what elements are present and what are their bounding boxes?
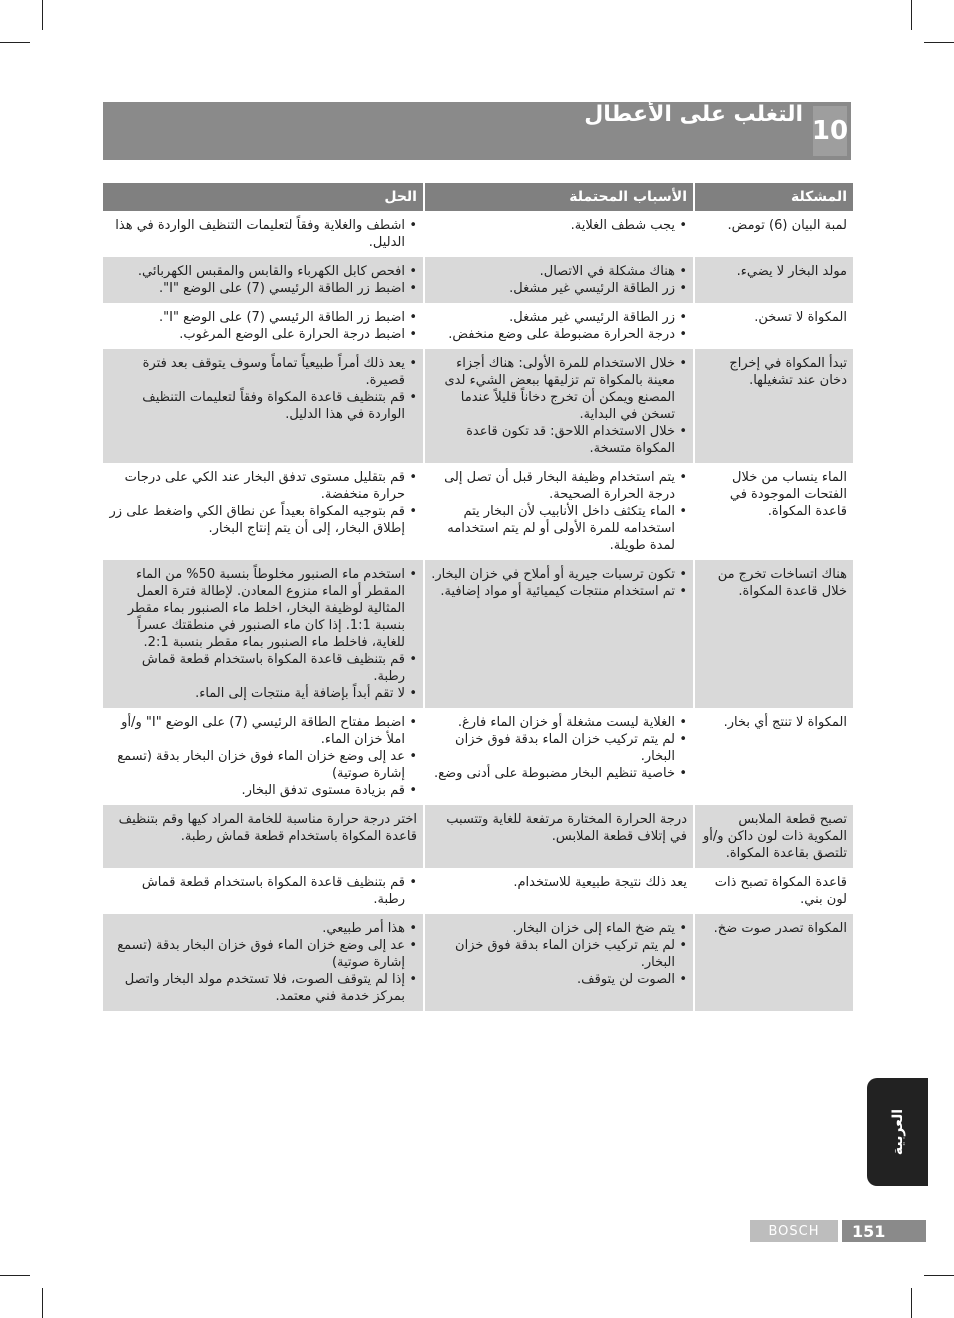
table-header-row bbox=[103, 183, 853, 211]
troubleshooting-table bbox=[101, 183, 855, 1011]
solution-cell bbox=[103, 257, 423, 303]
bullet-list bbox=[109, 714, 417, 799]
bullet-list bbox=[109, 920, 417, 1005]
bullet-list bbox=[431, 566, 687, 600]
list-item: • يتم ضخ الماء إلى خزان البخار. bbox=[431, 920, 675, 937]
solution-cell bbox=[103, 211, 423, 257]
list-item: • لم يتم تركيب خزان الماء بدقة فوق خزان البخار. bbox=[431, 731, 675, 765]
bullet-list bbox=[431, 920, 687, 988]
list-item: • اضبط درجة الحرارة على الوضع المرغوب. bbox=[109, 326, 405, 343]
column-header-solution: الحل bbox=[103, 183, 423, 211]
list-item: • اضبط مفتاح الطاقة الرئيسي (7) على الوضع "I" و/أو املأ خزان الماء. bbox=[109, 714, 405, 748]
table-row bbox=[103, 463, 853, 560]
problem-cell: هناك اتساخات تخرج من خلال قاعدة المكواة. bbox=[695, 560, 853, 708]
bullet-list bbox=[109, 469, 417, 537]
bullet-list bbox=[109, 355, 417, 423]
list-item: • زر الطاقة الرئيسي غير مشغل. bbox=[431, 280, 675, 297]
bullet-list bbox=[109, 309, 417, 343]
table-row bbox=[103, 560, 853, 708]
solution-cell bbox=[103, 868, 423, 914]
list-item: • عد إلى وضع خزان الماء فوق خزان البخار بدقة (تسمع إشارة صوتية) bbox=[109, 748, 405, 782]
section-title: التغلب على الأعطال bbox=[584, 102, 803, 127]
list-item: • الصوت لن يتوقف. bbox=[431, 971, 675, 988]
bullet-list bbox=[109, 263, 417, 297]
solution-cell bbox=[103, 303, 423, 349]
bullet-list bbox=[431, 355, 687, 457]
crop-mark bbox=[924, 1275, 954, 1276]
list-item: • يتم استخدام وظيفة البخار قبل أن تصل إلى درجة الحرارة الصحيحة. bbox=[431, 469, 675, 503]
bullet-list bbox=[431, 714, 687, 782]
causes-cell bbox=[425, 805, 693, 868]
list-item: • عد إلى وضع خزان الماء فوق خزان البخار بدقة (تسمع إشارة صوتية) bbox=[109, 937, 405, 971]
causes-cell bbox=[425, 211, 693, 257]
causes-cell bbox=[425, 349, 693, 463]
list-item: • اضبط زر الطاقة الرئيسي (7) على الوضع "I". bbox=[109, 309, 405, 326]
solution-cell-text: اختر درجة حرارة مناسبة للخامة المراد كيها وقم بتنظيف قاعدة المكواة باستخدام قطعة قماش رطبة. bbox=[118, 812, 417, 844]
causes-cell bbox=[425, 868, 693, 914]
problem-cell: المكواة لا تسخن. bbox=[754, 310, 847, 325]
footer-brand: BOSCH bbox=[750, 1220, 838, 1242]
table-row bbox=[103, 349, 853, 463]
bullet-list bbox=[109, 566, 417, 702]
crop-mark bbox=[0, 1275, 30, 1276]
list-item: • اشطف والغلاية وفقاً لتعليمات التنظيف الواردة في هذا الدليل. bbox=[109, 217, 405, 251]
list-item: • قم بتنظيف قاعدة المكواة وفقاً لتعليمات التنظيف الواردة في هذا الدليل. bbox=[109, 389, 405, 423]
language-tab bbox=[867, 1078, 928, 1186]
table-row bbox=[103, 868, 853, 914]
list-item: • قم بتقليل مستوى تدفق البخار عند الكي على درجات حرارة منخفضة. bbox=[109, 469, 405, 503]
column-header-causes: الأسباب المحتملة bbox=[425, 183, 693, 211]
table-row bbox=[103, 303, 853, 349]
problem-cell: الماء ينساب من خلال الفتحات الموجودة في قاعدة المكواة. bbox=[729, 470, 847, 519]
bullet-list bbox=[109, 874, 417, 908]
list-item: • خاصية تنظيم البخار مضبوطة على أدنى وضع. bbox=[431, 765, 675, 782]
solution-cell bbox=[103, 349, 423, 463]
crop-mark bbox=[42, 1288, 43, 1318]
list-item: • الغلاية ليست مشغلة أو خزان الماء فارغ. bbox=[431, 714, 675, 731]
table-row bbox=[103, 805, 853, 868]
solution-cell bbox=[103, 805, 423, 868]
problem-cell: المكواة لا تنتج أي بخار. bbox=[723, 715, 847, 730]
bullet-list bbox=[109, 217, 417, 251]
list-item: • خلال الاستخدام للمرة الأولى: هناك أجزاء معينة بالمكواة تم تزليقها ببعض الشيء لدى المصنع ويمكن أن تخرج دخاناً قليلاً عندما تسخن في البداية. bbox=[431, 355, 675, 423]
list-item: • قم بزيادة مستوى تدفق البخار. bbox=[109, 782, 405, 799]
causes-cell bbox=[425, 914, 693, 1011]
column-header-problem: المشكلة bbox=[695, 183, 853, 211]
bullet-list bbox=[431, 469, 687, 554]
solution-cell bbox=[103, 560, 423, 708]
causes-cell-text: يعد ذلك نتيجة طبيعية للاستخدام. bbox=[513, 875, 687, 890]
table-row bbox=[103, 257, 853, 303]
language-tab-label: العربية bbox=[889, 1108, 906, 1156]
list-item: • تم استخدام منتجات كيميائية أو مواد إضافية. bbox=[431, 583, 675, 600]
list-item: • لا تقم أبداً بإضافة أية منتجات إلى الماء. bbox=[109, 685, 405, 702]
list-item: • هذا أمر طبيعي. bbox=[109, 920, 405, 937]
crop-mark bbox=[911, 1288, 912, 1318]
problem-cell: المكواة تصدر صوت ضخ. bbox=[695, 914, 853, 1011]
list-item: • يجب شطف الغلاية. bbox=[431, 217, 675, 234]
section-number: 10 bbox=[813, 106, 847, 156]
crop-mark bbox=[924, 42, 954, 43]
list-item: • استخدم ماء الصنبور مخلوطاً بنسبة 50% من الماء المقطر أو الماء منزوع المعادن. لإطالة فترة العمل المثالية لوظيفة البخار، اخلط ماء الصنبور بماء مقطر بنسبة 1:1. إذا كان ماء الصنبور في منطقتك عسراً للغاية، فاخلط ماء الصنبور بماء مقطر بنسبة 2:1. bbox=[109, 566, 405, 651]
list-item: • لم يتم تركيب خزان الماء بدقة فوق خزان البخار. bbox=[431, 937, 675, 971]
list-item: • هناك مشكلة في الاتصال. bbox=[431, 263, 675, 280]
list-item: • درجة الحرارة مضبوطة على وضع منخفض. bbox=[431, 326, 675, 343]
list-item: • افحص كابل الكهرباء والقابس والمقبس الكهربائي. bbox=[109, 263, 405, 280]
page-number: 151 bbox=[842, 1220, 926, 1242]
table-row bbox=[103, 708, 853, 805]
list-item: • زر الطاقة الرئيسي غير مشغل. bbox=[431, 309, 675, 326]
bullet-list bbox=[431, 309, 687, 343]
causes-cell bbox=[425, 463, 693, 560]
causes-cell bbox=[425, 257, 693, 303]
table-row bbox=[103, 914, 853, 1011]
problem-cell: تبدأ المكواة في إخراج دخان عند تشغيلها. bbox=[695, 349, 853, 463]
solution-cell bbox=[103, 463, 423, 560]
section-header bbox=[103, 102, 851, 160]
list-item: • يعد ذلك أمراً طبيعياً تماماً وسوف يتوقف بعد فترة قصيرة. bbox=[109, 355, 405, 389]
bullet-list bbox=[431, 217, 687, 234]
crop-mark bbox=[42, 0, 43, 30]
list-item: • قم بتنظيف قاعدة المكواة باستخدام قطعة قماش رطبة. bbox=[109, 651, 405, 685]
problem-cell: تصبح قطعة الملابس المكوية ذات لون داكن و/أو تلتصق بقاعدة المكواة. bbox=[695, 805, 853, 868]
list-item: • اضبط زر الطاقة الرئيسي (7) على الوضع "I". bbox=[109, 280, 405, 297]
bullet-list bbox=[431, 263, 687, 297]
problem-cell: لمبة البيان (6) تومض. bbox=[727, 218, 847, 233]
list-item: • الماء يتكثف داخل الأنابيب لأن البخار يتم استخدامه للمرة الأولى أو لم يتم استخدامه لمدة طويلة. bbox=[431, 503, 675, 554]
crop-mark bbox=[911, 0, 912, 30]
causes-cell-text: درجة الحرارة المختارة مرتفعة للغاية وتتسبب في إتلاف قطعة الملابس. bbox=[446, 812, 687, 844]
problem-cell: قاعدة المكواة تصبح ذات لون بني. bbox=[714, 875, 847, 907]
causes-cell bbox=[425, 303, 693, 349]
list-item: • قم بتوجيه المكواة بعيداً عن نطاق الكي واضغط على زر إطلاق البخار، إلى أن يتم إنتاج البخار. bbox=[109, 503, 405, 537]
list-item: • تكون ترسبات جيرية أو أملاح في خزان البخار. bbox=[431, 566, 675, 583]
list-item: • إذا لم يتوقف الصوت، فلا تستخدم مولد البخار واتصل بمركز خدمة فني معتمد. bbox=[109, 971, 405, 1005]
problem-cell: مولد البخار لا يضيء. bbox=[695, 257, 853, 303]
list-item: • خلال الاستخدام اللاحق: قد تكون قاعدة المكواة متسخة. bbox=[431, 423, 675, 457]
list-item: • قم بتنظيف قاعدة المكواة باستخدام قطعة قماش رطبة. bbox=[109, 874, 405, 908]
table-row bbox=[103, 211, 853, 257]
solution-cell bbox=[103, 708, 423, 805]
solution-cell bbox=[103, 914, 423, 1011]
causes-cell bbox=[425, 560, 693, 708]
crop-mark bbox=[0, 42, 30, 43]
causes-cell bbox=[425, 708, 693, 805]
